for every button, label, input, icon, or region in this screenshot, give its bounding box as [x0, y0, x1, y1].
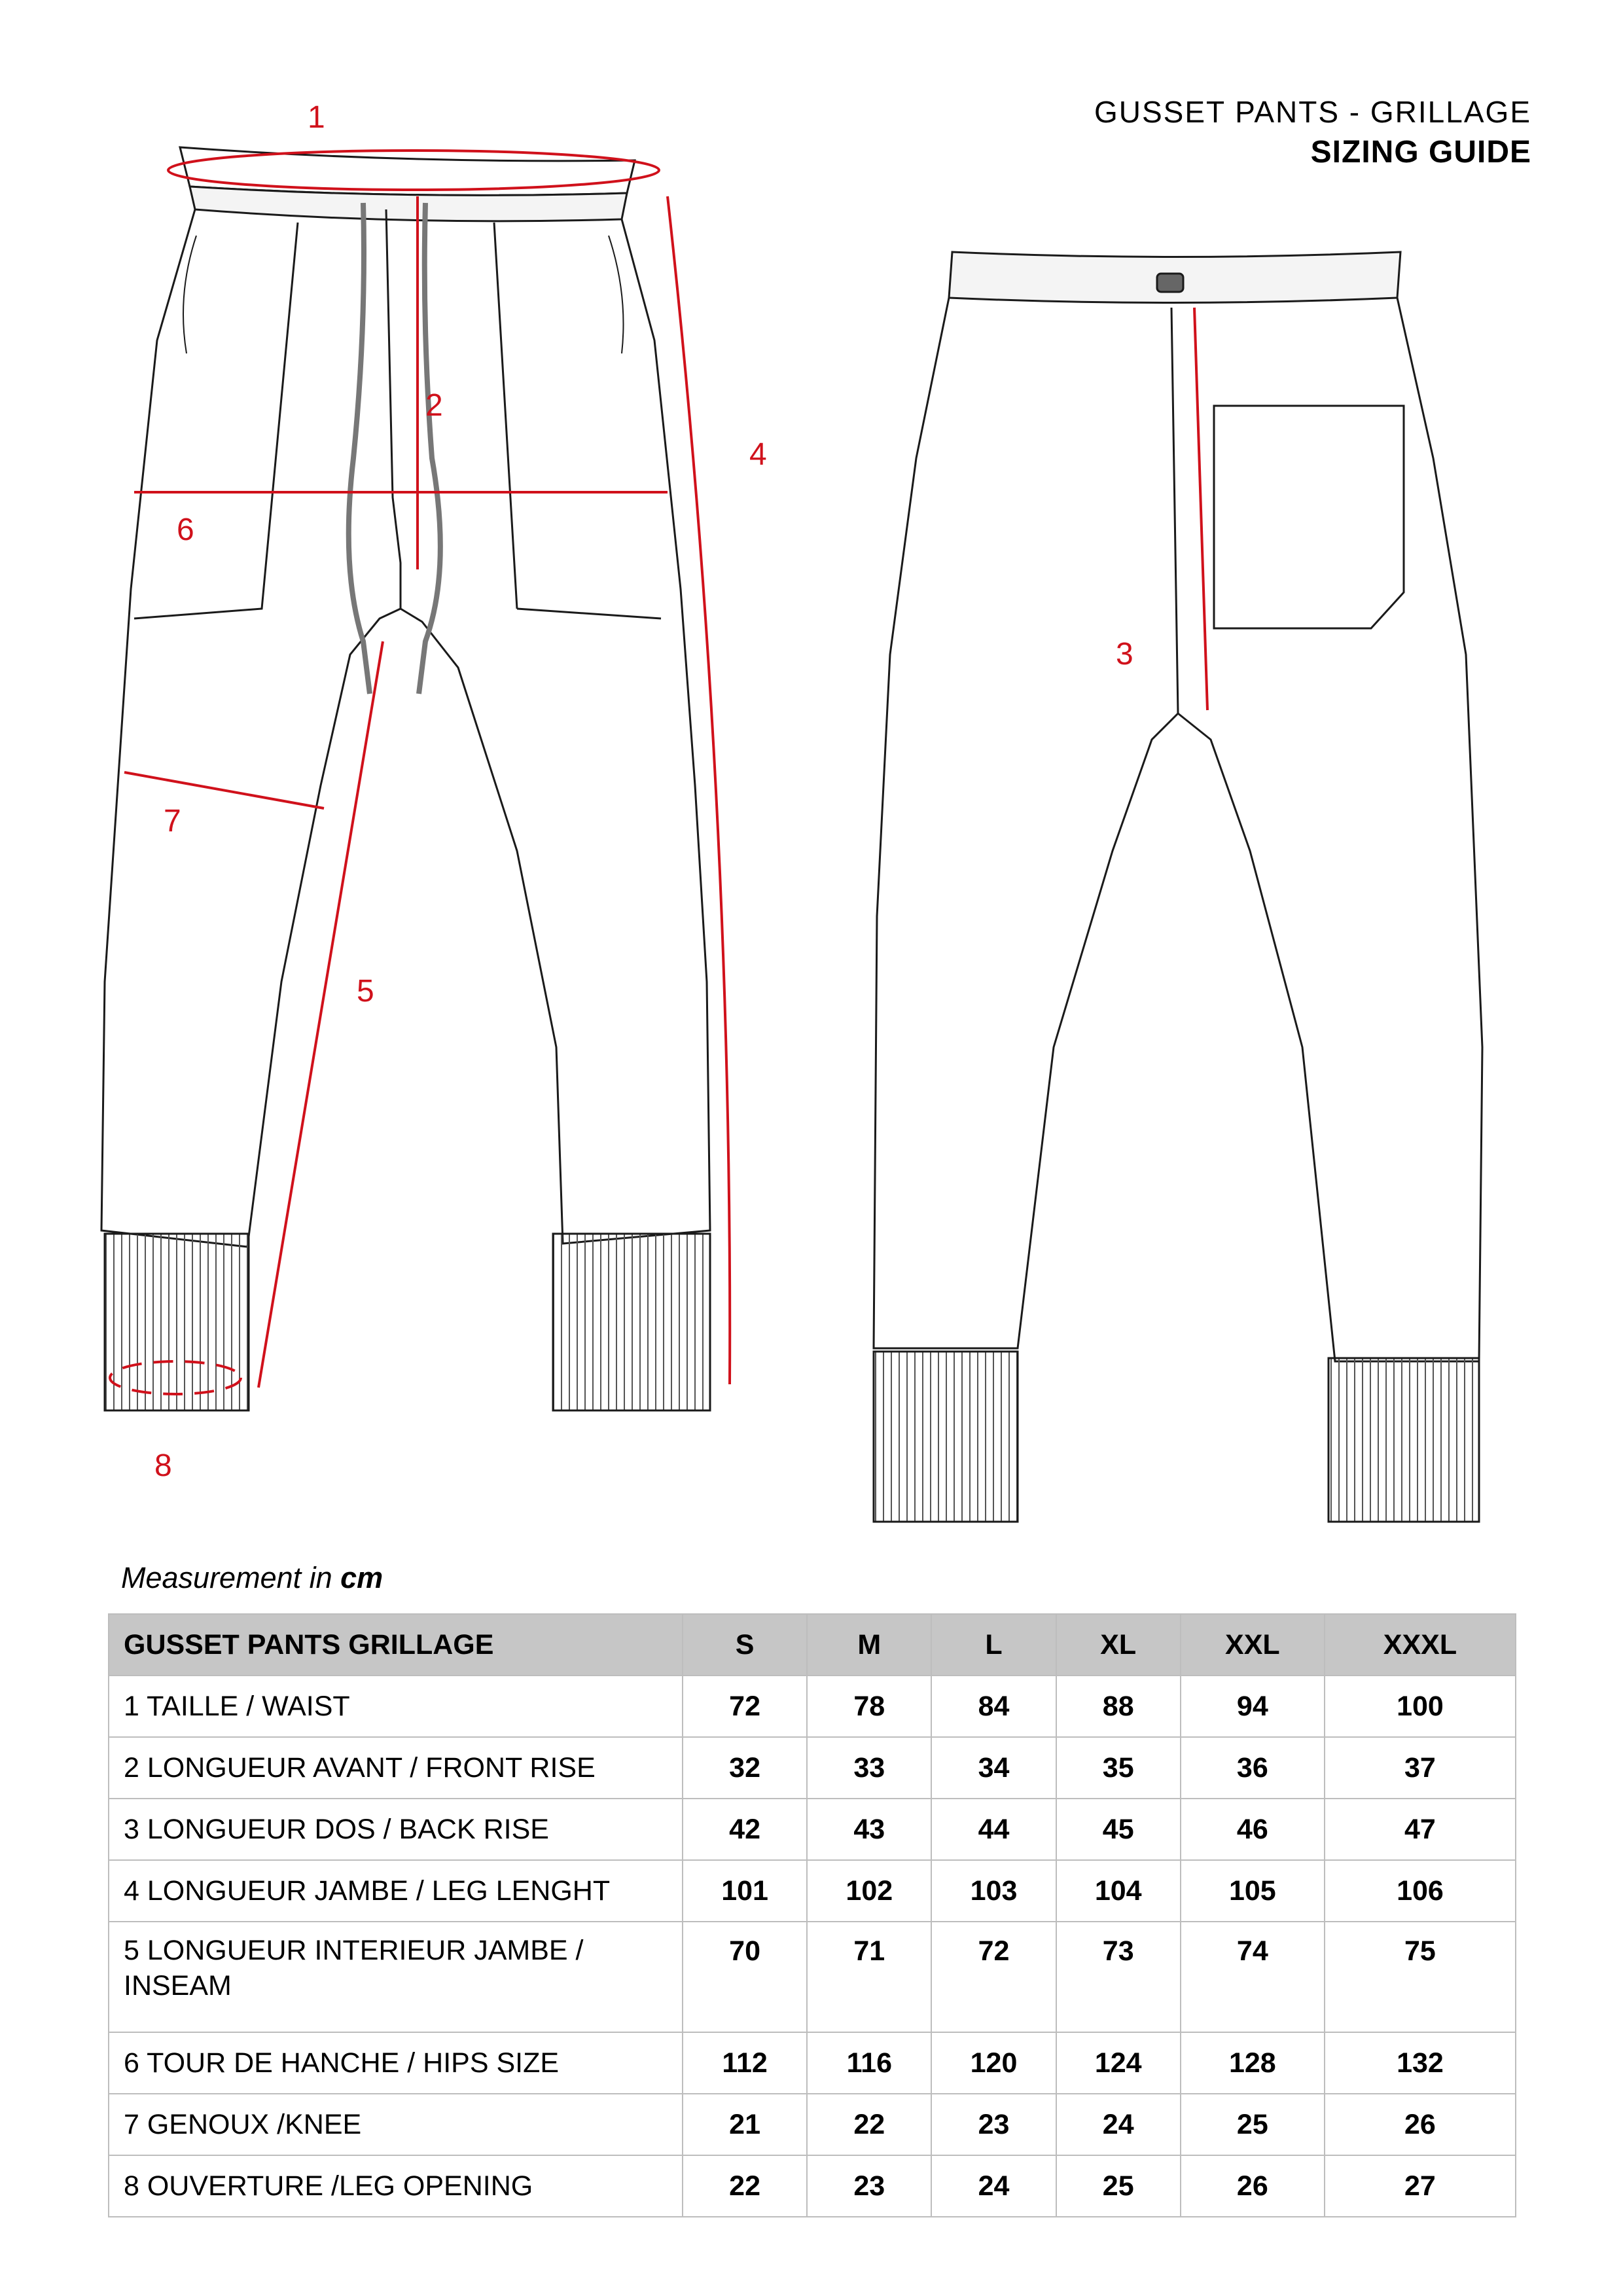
cell-value: 104: [1056, 1860, 1181, 1922]
cell-value: 72: [931, 1922, 1056, 2032]
cell-value: 24: [931, 2155, 1056, 2217]
row-label: 2 LONGUEUR AVANT / FRONT RISE: [109, 1737, 683, 1799]
back-label-tab: [1157, 274, 1183, 292]
cell-value: 105: [1181, 1860, 1325, 1922]
back-right-cuff: [1329, 1358, 1479, 1522]
cell-value: 74: [1181, 1922, 1325, 2032]
cell-value: 33: [807, 1737, 931, 1799]
cell-value: 22: [807, 2094, 931, 2155]
cell-value: 73: [1056, 1922, 1181, 2032]
table-row: [109, 1922, 1516, 2032]
row-label: 1 TAILLE / WAIST: [109, 1676, 683, 1737]
header-size-s: S: [683, 1614, 807, 1676]
cell-value: 120: [931, 2032, 1056, 2094]
measure-back-rise-line: [1194, 308, 1207, 710]
cell-value: 36: [1181, 1737, 1325, 1799]
table-row: [109, 1860, 1516, 1922]
caption-prefix: Measurement in: [121, 1561, 341, 1594]
cell-value: 35: [1056, 1737, 1181, 1799]
table-row: [109, 1737, 1516, 1799]
cell-value: 27: [1325, 2155, 1516, 2217]
cell-value: 124: [1056, 2032, 1181, 2094]
row-label: 8 OUVERTURE /LEG OPENING: [109, 2155, 683, 2217]
cell-value: 128: [1181, 2032, 1325, 2094]
cell-value: 42: [683, 1799, 807, 1860]
row-label: 7 GENOUX /KNEE: [109, 2094, 683, 2155]
back-right-leg: [1178, 298, 1482, 1361]
front-right-pocket: [494, 223, 661, 619]
header-product: GUSSET PANTS GRILLAGE: [109, 1614, 683, 1676]
label-1: 1: [308, 100, 325, 135]
front-pants-drawing: [101, 147, 710, 1410]
front-left-leg: [101, 209, 401, 1247]
page-title: SIZING GUIDE: [1310, 135, 1531, 170]
cell-value: 44: [931, 1799, 1056, 1860]
table-row: [109, 2155, 1516, 2217]
cell-value: 132: [1325, 2032, 1516, 2094]
cell-value: 34: [931, 1737, 1056, 1799]
cell-value: 26: [1325, 2094, 1516, 2155]
cell-value: 23: [931, 2094, 1056, 2155]
back-left-cuff: [874, 1352, 1018, 1522]
label-2: 2: [425, 388, 443, 423]
back-left-leg: [874, 298, 1178, 1348]
drawstring-right: [419, 203, 440, 694]
label-5: 5: [357, 974, 374, 1009]
cell-value: 75: [1325, 1922, 1516, 2032]
label-4: 4: [749, 437, 767, 472]
cell-value: 25: [1056, 2155, 1181, 2217]
cell-value: 46: [1181, 1799, 1325, 1860]
cell-value: 116: [807, 2032, 931, 2094]
row-label: 6 TOUR DE HANCHE / HIPS SIZE: [109, 2032, 683, 2094]
cell-value: 43: [807, 1799, 931, 1860]
row-label: 5 LONGUEUR INTERIEUR JAMBE / INSEAM: [109, 1922, 683, 2032]
front-left-cuff: [105, 1234, 249, 1410]
cell-value: 94: [1181, 1676, 1325, 1737]
cell-value: 70: [683, 1922, 807, 2032]
drawstring-left: [349, 203, 370, 694]
measurement-lines: [110, 151, 1207, 1394]
measurement-unit-caption: [121, 1561, 383, 1595]
table-row: [109, 2032, 1516, 2094]
cell-value: 100: [1325, 1676, 1516, 1737]
header-size-xl: XL: [1056, 1614, 1181, 1676]
header-size-l: L: [931, 1614, 1056, 1676]
measure-leg-length-line: [668, 196, 730, 1384]
cell-value: 47: [1325, 1799, 1516, 1860]
cell-value: 78: [807, 1676, 931, 1737]
size-table: [108, 1613, 1516, 2217]
back-pants-drawing: [874, 252, 1482, 1522]
front-right-cuff: [553, 1234, 710, 1410]
cell-value: 45: [1056, 1799, 1181, 1860]
cell-value: 112: [683, 2032, 807, 2094]
cell-value: 32: [683, 1737, 807, 1799]
label-3: 3: [1116, 637, 1133, 672]
cell-value: 37: [1325, 1737, 1516, 1799]
back-pocket: [1214, 406, 1404, 628]
cell-value: 23: [807, 2155, 931, 2217]
front-right-leg: [401, 219, 710, 1244]
measure-knee-line: [124, 772, 324, 808]
label-8: 8: [154, 1448, 172, 1483]
label-6: 6: [177, 512, 194, 547]
cell-value: 22: [683, 2155, 807, 2217]
cell-value: 26: [1181, 2155, 1325, 2217]
table-header-row: [109, 1614, 1516, 1676]
table-row: [109, 2094, 1516, 2155]
row-label: 3 LONGUEUR DOS / BACK RISE: [109, 1799, 683, 1860]
cell-value: 72: [683, 1676, 807, 1737]
label-7: 7: [164, 804, 181, 838]
cell-value: 21: [683, 2094, 807, 2155]
cell-value: 88: [1056, 1676, 1181, 1737]
row-label: 4 LONGUEUR JAMBE / LEG LENGHT: [109, 1860, 683, 1922]
header-size-m: M: [807, 1614, 931, 1676]
cell-value: 102: [807, 1860, 931, 1922]
product-subtitle: GUSSET PANTS - GRILLAGE: [1094, 95, 1531, 129]
cell-value: 101: [683, 1860, 807, 1922]
cell-value: 24: [1056, 2094, 1181, 2155]
cell-value: 84: [931, 1676, 1056, 1737]
cell-value: 25: [1181, 2094, 1325, 2155]
header-size-xxl: XXL: [1181, 1614, 1325, 1676]
table-row: [109, 1676, 1516, 1737]
header-size-xxxl: XXXL: [1325, 1614, 1516, 1676]
cell-value: 71: [807, 1922, 931, 2032]
front-left-pocket: [134, 223, 298, 619]
caption-unit: cm: [340, 1561, 383, 1594]
cell-value: 103: [931, 1860, 1056, 1922]
cell-value: 106: [1325, 1860, 1516, 1922]
table-row: [109, 1799, 1516, 1860]
